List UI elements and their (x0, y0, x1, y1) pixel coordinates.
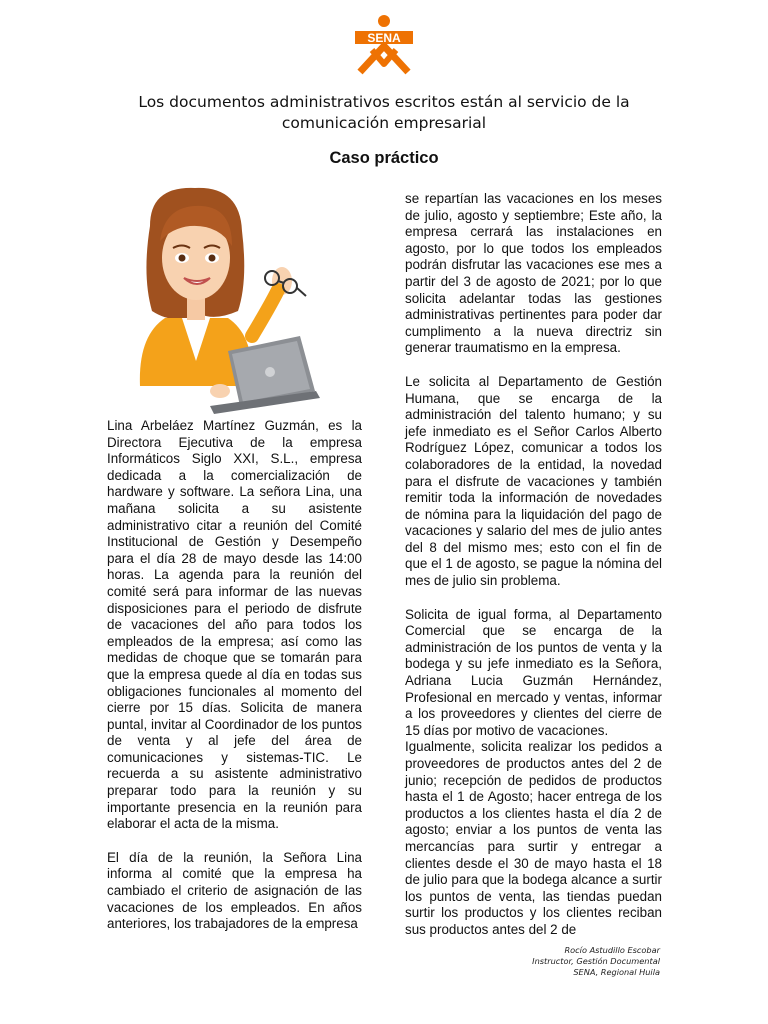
document-title: Los documentos administrativos escritos están al servicio de la comunicación empresarial (138, 93, 630, 132)
sena-logo (354, 14, 414, 76)
paragraph: Solicita de igual forma, al Departamento Comercial que se encarga de la administración de los puntos de venta y la bodega y su jefe inmediato es la Señora, Adriana Lucia Guzmán Hernández, Profesional en mercado y ventas, informar a los proveedores y clientes del cierre de 15 días por motivo de vacaciones. (405, 606, 662, 738)
sena-logo-text: SENA (367, 31, 401, 45)
paragraph: Le solicita al Departamento de Gestión Humana, que se encarga de la administración del talento humano; y su jefe inmediato es el Señor Carlos Alberto Rodríguez López, comunicar a todos los colaboradores de la entidad, la novedad para el disfrute de vacaciones y también remitir toda la información de novedades de nómina para la liquidación del pago de vacaciones y salario del mes de julio antes del 8 del mismo mes; esto con el fin de que el 1 de agosto, se pague la nómina del mes de julio sin problema. (405, 373, 662, 589)
paragraph: Lina Arbeláez Martínez Guzmán, es la Directora Ejecutiva de la empresa Informáticos Siglo XXI, S.L., empresa dedicada a la comercialización de hardware y software. La señora Lina, una mañana solicita a su asistente administrativo citar a reunión del Comité Institucional de Gestión y Desempeño para el día 28 de mayo desde las 14:00 horas. La agenda para la reunión del comité será para informar de las nuevas disposiciones para el periodo de disfrute de vacaciones del año para todos los empleados de la empresa; así como las medidas de choque que se tomarán para que la empresa quede al día en todas sus obligaciones funcionales al momento del cierre por 15 días. Solicita de manera puntal, invitar al Coordinador de los puntos de venta y al jefe del área de comunicaciones y sistemas-TIC. Le recuerda a su asistente administrativo preparar todo para la reunión y su importante presencia en la reunión para elaborar el acta de la misma. (107, 418, 362, 832)
paragraph: El día de la reunión, la Señora Lina informa al comité que la empresa ha cambiado el criterio de asignación de las vacaciones de los empleados. En años anteriores, los trabajadores de la empresa (107, 849, 362, 932)
paragraph: Igualmente, solicita realizar los pedidos a proveedores de productos antes del 2 de junio; recepción de pedidos de productos hasta el 1 de Agosto; hacer entrega de los productos a los clientes hasta el día 2 de agosto; enviar a los puntos de venta las mercancías para surtir y entregar a clientes desde el 30 de mayo hasta el 18 de julio para que la bodega alcance a surtir los puntos de venta, las tiendas puedan surtir los productos y los clientes reciban sus productos antes del 2 de (405, 739, 662, 937)
woman-with-laptop-illustration (120, 186, 350, 416)
author-org: SENA, Regional Huila (573, 967, 660, 977)
author-name: Rocío Astudillo Escobar (564, 945, 660, 955)
sena-logo-icon (354, 14, 414, 76)
author-role: Instructor, Gestión Documental (532, 956, 660, 966)
document-subtitle: Caso práctico (329, 149, 439, 167)
author-footer (440, 945, 660, 978)
left-column (107, 418, 362, 933)
right-column (405, 191, 662, 939)
paragraph: se repartían las vacaciones en los meses de julio, agosto y septiembre; Este año, la empresa cerrará las instalaciones en agosto, por lo que todos los empleados podrán disfrutar las vacaciones ese mes a partir del 3 de agosto de 2021; por lo que solicita adelantar todas las gestiones administrativas pertinentes para poder dar cumplimento a la nueva directriz sin generar traumatismo en la empresa. (405, 191, 662, 356)
woman-with-laptop-icon (120, 186, 350, 416)
